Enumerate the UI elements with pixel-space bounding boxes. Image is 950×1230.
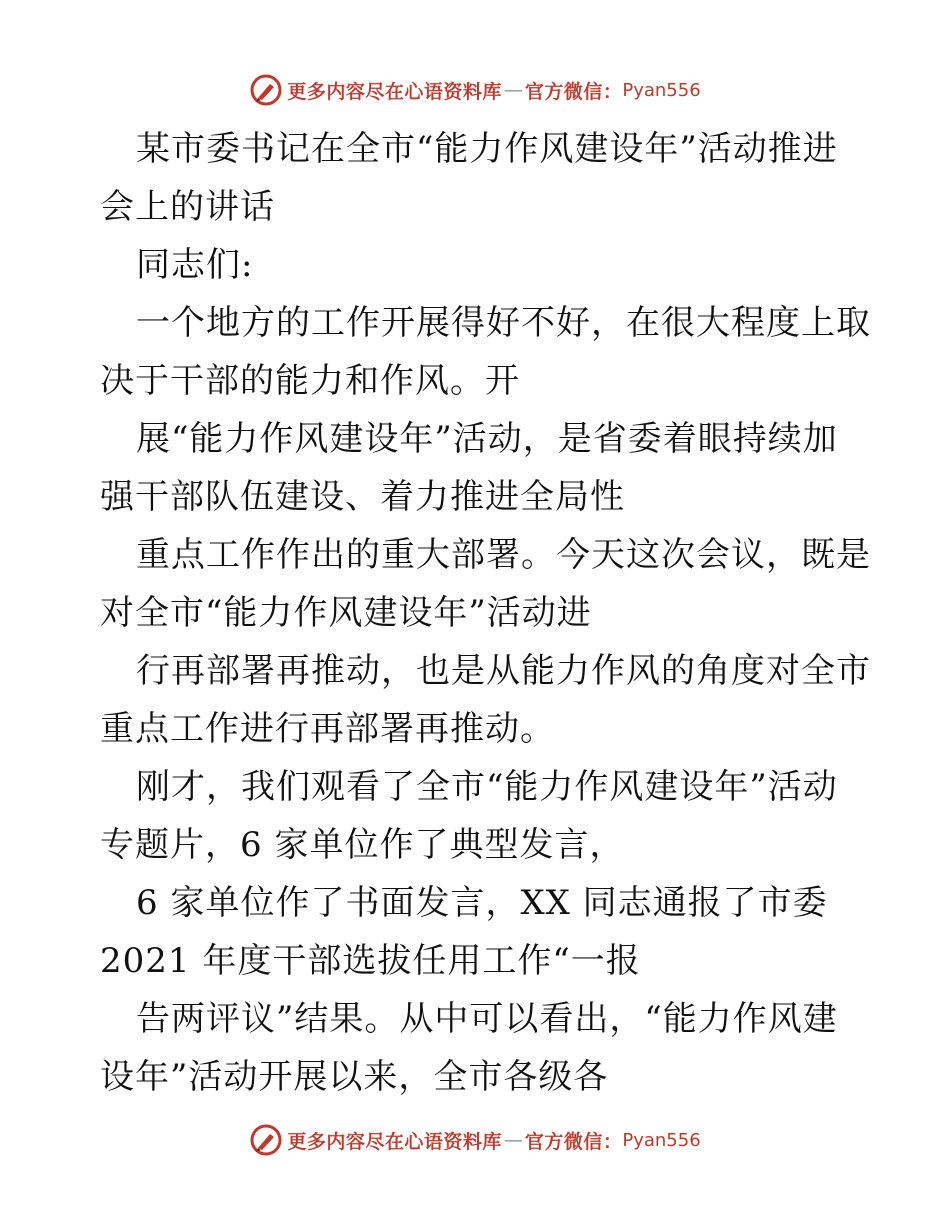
text-line: 行再部署再推动，也是从能力作风的角度对全市	[136, 651, 871, 691]
text-line: 2021 年度干部选拔任用工作“一报	[100, 941, 641, 981]
banner-wechat-label: 官方微信：	[524, 80, 623, 103]
header-banner	[0, 70, 950, 110]
banner-site-text: 更多内容尽在心语资料库	[287, 1130, 502, 1153]
text-line: 某市委书记在全市“能力作风建设年”活动推进	[136, 129, 838, 169]
pen-logo-icon	[249, 73, 283, 107]
banner-site-text: 更多内容尽在心语资料库	[287, 80, 502, 103]
text-line: 同志们:	[136, 245, 254, 285]
text-line: 专题片，6 家单位作了典型发言，	[100, 825, 625, 865]
banner-wechat-id: Pyan556	[622, 79, 701, 101]
text-line: 一个地方的工作开展得好不好，在很大程度上取	[136, 303, 871, 343]
text-line: 对全市“能力作风建设年”活动进	[100, 593, 592, 633]
text-line: 6 家单位作了书面发言，XX 同志通报了市委	[136, 883, 828, 923]
banner-separator: —	[503, 79, 523, 101]
text-line: 重点工作作出的重大部署。今天这次会议，既是	[136, 535, 871, 575]
banner-wechat-label: 官方微信：	[524, 1130, 623, 1153]
banner-wechat-id: Pyan556	[622, 1129, 701, 1151]
text-line: 告两评议”结果。从中可以看出，“能力作风建	[136, 999, 838, 1039]
text-line: 设年”活动开展以来，全市各级各	[100, 1057, 609, 1097]
footer-banner	[0, 1120, 950, 1160]
pen-logo-icon	[249, 1123, 283, 1157]
document-body	[100, 120, 871, 1106]
text-line: 重点工作进行再部署再推动。	[100, 709, 555, 749]
text-line: 刚才，我们观看了全市“能力作风建设年”活动	[136, 767, 838, 807]
text-line: 决于干部的能力和作风。开	[100, 361, 520, 401]
text-line: 强干部队伍建设、着力推进全局性	[100, 477, 625, 517]
text-line: 会上的讲话	[100, 187, 275, 227]
text-line: 展“能力作风建设年”活动，是省委着眼持续加	[136, 419, 838, 459]
banner-separator: —	[503, 1129, 523, 1151]
